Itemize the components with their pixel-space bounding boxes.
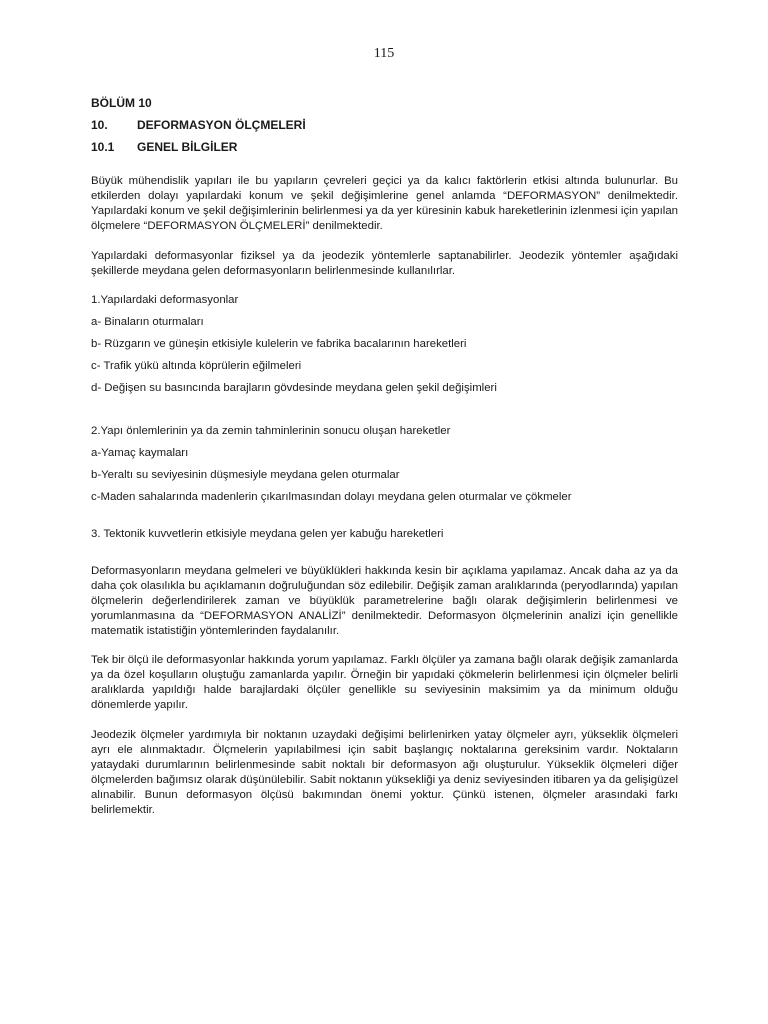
list-intro: 2.Yapı önlemlerinin ya da zemin tahminlerinin sonucu oluşan hareketler [91,425,451,437]
subsection-number: 10.1 [91,140,115,154]
page-number: 115 [373,46,395,61]
subsection-title: GENEL BİLGİLER [137,140,238,154]
paragraph-5: Jeodezik ölçmeler yardımıyla bir noktanın uzaydaki değişimi belirlenirken yatay ölçmeler ayrı, yükseklik ölçmeleri ayrı ele alınmaktadır. Ölçmelerin yapılabilmesi için sabit başlangıç noktalarına gereksinim vardır. Noktaların yataydaki durumlarının belirlenmesinde sabit noktalı bir deformasyon ağı oluşturulur. Yükseklik ölçmeleri diğer ölçmelerden bağımsız olarak düşünülebilir. Sabit noktanın yüksekliği ya deniz seviyesinden itibaren ya da gelişigüzel alınabilir. Bunun deformasyon ölçüsü bakımından önemi yoktur. Çünkü istenen, ölçmeler arasındaki farkı belirlemektir. [91,729,678,816]
list-item: a-Yamaç kaymaları [91,447,189,459]
section-heading [91,114,678,136]
paragraph-4: Tek bir ölçü ile deformasyonlar hakkında yorum yapılamaz. Farklı ölçüler ya zamana bağlı olarak değişik zamanlarda ya da özel koşulların oluştuğu zamanlarda yapılır. Örneğin bir yapıdaki çökmelerin belirlenmesi için ölçmeler belirli aralıklarda yapıldığı halde barajlardaki ölçüler genellikle su seviyesinin maksimim ya da minimum olduğu dönemlerde yapılır. [91,654,678,711]
subsection-heading [91,136,678,158]
list-structural-deformations [91,293,678,396]
list-intro: 1.Yapılardaki deformasyonlar [91,294,239,306]
list-item: b-Yeraltı su seviyesinin düşmesiyle meydana gelen oturmalar [91,469,400,481]
chapter-label: BÖLÜM 10 [91,96,152,110]
page-content [91,92,678,818]
list-tectonic-movements: 3. Tektonik kuvvetlerin etkisiyle meydana gelen yer kabuğu hareketleri [91,528,444,540]
section-title: DEFORMASYON ÖLÇMELERİ [137,118,306,132]
list-item: b- Rüzgarın ve güneşin etkisiyle kulelerin ve fabrika bacalarının hareketleri [91,338,467,350]
list-item: c- Trafik yükü altında köprülerin eğilmeleri [91,360,302,372]
list-ground-movements [91,424,678,505]
list-item: c-Maden sahalarında madenlerin çıkarılmasından dolayı meydana gelen oturmalar ve çökmeler [91,491,572,503]
list-item: a- Binaların oturmaları [91,316,204,328]
section-number: 10. [91,118,108,132]
list-item: d- Değişen su basıncında barajların gövdesinde meydana gelen şekil değişimleri [91,382,497,394]
paragraph-3: Deformasyonların meydana gelmeleri ve büyüklükleri hakkında kesin bir açıklama yapılamaz. Ancak daha az ya da daha çok olasılıkla bu açıklamanın doğruluğundan söz edilebilir. Değişik zaman aralıklarında (peryodlarında) yapılan ölçmelerin değerlendirilerek zaman ve büyüklük parametrelerine bağlı olarak değişimlerin belirlenmesi ve yorumlanmasına da “DEFORMASYON ANALİZİ” denilmektedir. Deformasyon ölçmelerinin analizi için genellikle matematik istatistiğin yöntemlerinden faydalanılır. [91,565,678,637]
paragraph-2: Yapılardaki deformasyonlar fiziksel ya da jeodezik yöntemlerle saptanabilirler. Jeodezik yöntemler aşağıdaki şekillerde meydana gelen deformasyonların belirlenmesinde kullanılırlar. [91,250,678,277]
paragraph-1: Büyük mühendislik yapıları ile bu yapıların çevreleri geçici ya da kalıcı faktörlerin etkisi altında bulunurlar. Bu etkilerden dolayı yapılardaki konum ve şekil değişimlerine genel anlamda “DEFORMASYON” denilmektedir. Yapılardaki konum ve şekil değişimlerinin belirlenmesi ya da yer küresinin kabuk hareketlerinin izlenmesi için yapılan ölçmelere “DEFORMASYON ÖLÇMELERİ” denilmektedir. [91,175,678,232]
